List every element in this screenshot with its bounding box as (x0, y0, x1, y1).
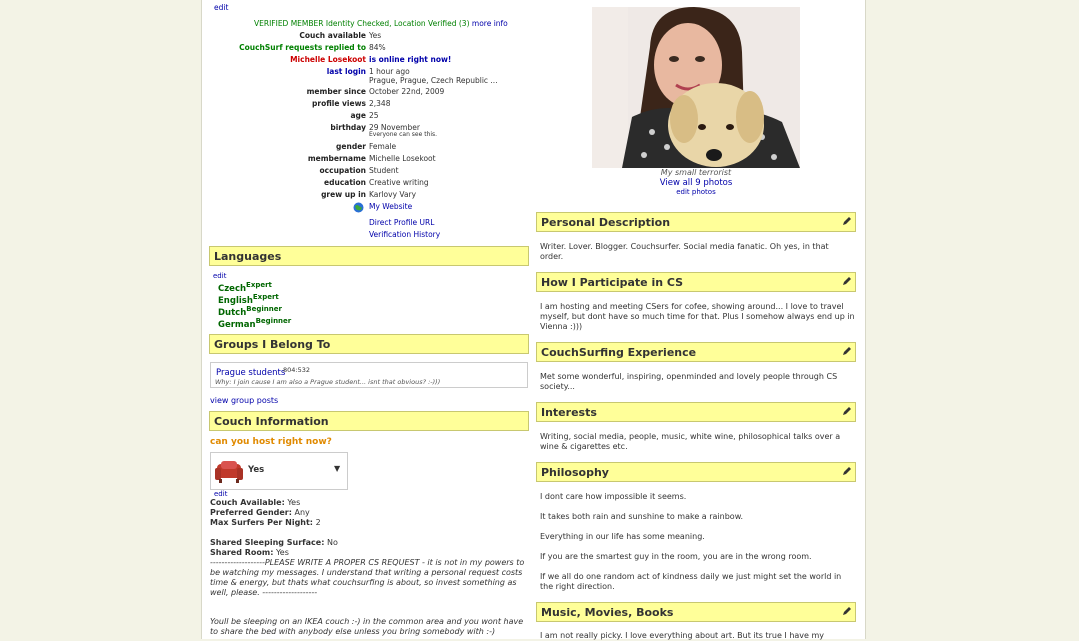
row-occupation (202, 166, 532, 178)
couch-request-text: -------------------PLEASE WRITE A PROPER CS REQUEST - it is not in my powers to be watching my messages. I understand that writing a personal request costs time & energy, but thats what couchsurfing is about, so invest something as well, please. ------------------- (210, 558, 525, 597)
couch-info-title: Couch Information (214, 415, 329, 428)
more-info-link[interactable]: more info (471, 19, 508, 28)
philosophy-line: If you are the smartest guy in the room, you are in the wrong room. (540, 552, 812, 561)
group-count: 804:532 (283, 366, 311, 374)
philosophy-header (536, 462, 856, 482)
couch-available-value: Yes (287, 498, 301, 507)
max-surfers-value: 2 (315, 518, 321, 527)
host-status-value: Yes (248, 465, 265, 475)
pencil-icon[interactable] (842, 606, 852, 616)
row-birthday (202, 123, 532, 141)
row-requests-replied (202, 43, 532, 55)
music-movies-books-title: Music, Movies, Books (541, 606, 674, 619)
direct-profile-url-link[interactable]: Direct Profile URL (369, 218, 435, 227)
verified-text: VERIFIED MEMBER Identity Checked, Location Verified (3) (254, 19, 470, 28)
shared-room-label: Shared Room: (210, 548, 274, 557)
value-education: Creative writing (369, 178, 429, 187)
view-group-posts-link[interactable]: view group posts (210, 396, 279, 405)
value-last-login-location: Prague, Prague, Czech Republic ... (369, 76, 498, 85)
profile-photo[interactable] (592, 7, 800, 168)
photo-caption: My small terrorist (660, 168, 732, 177)
row-last-login (202, 67, 532, 87)
shared-room-line (210, 548, 289, 558)
music-movies-books-text: I am not really picky. I love everything about art. But its true I have my (540, 631, 825, 640)
chevron-down-icon[interactable]: ▼ (334, 464, 341, 473)
my-website-link[interactable]: My Website (369, 202, 413, 211)
label-education: education (324, 178, 366, 187)
language-name: English (218, 295, 253, 306)
label-profile-views: profile views (312, 99, 366, 108)
host-question: can you host right now? (210, 437, 332, 447)
label-member-since: member since (306, 87, 366, 96)
label-requests-replied: CouchSurf requests replied to (239, 43, 366, 52)
label-occupation: occupation (319, 166, 366, 175)
edit-languages-link[interactable]: edit (213, 272, 227, 280)
cs-experience-title: CouchSurfing Experience (541, 346, 697, 359)
personal-description-header (536, 212, 856, 232)
shared-surface-line (210, 538, 338, 548)
label-age: age (350, 111, 366, 120)
row-online-status (202, 55, 532, 67)
language-level: Expert (252, 293, 279, 301)
preferred-gender-value: Any (294, 508, 310, 517)
interests-text: Writing, social media, people, music, white wine, philosophical talks over a wine & cigarettes etc. (540, 432, 841, 451)
row-profile-views (202, 99, 532, 111)
music-movies-books-header (536, 602, 856, 622)
languages-header (209, 246, 529, 266)
value-online-now: is online right now! (369, 55, 452, 64)
personal-description-title: Personal Description (541, 216, 671, 229)
row-age (202, 111, 532, 123)
value-couch-available: Yes (369, 31, 382, 40)
verified-member-line (254, 19, 508, 28)
globe-icon (353, 202, 364, 213)
row-member-since (202, 87, 532, 99)
participate-header (536, 272, 856, 292)
shared-room-value: Yes (275, 548, 289, 557)
participate-text: I am hosting and meeting CSers for cofee, showing around... I love to travel myself, but dont have so much time for that. Plus I somehow always end up in Vienna :))) (540, 302, 855, 331)
label-member-name-online: Michelle Losekoot (290, 55, 366, 64)
value-age: 25 (369, 111, 379, 120)
pencil-icon[interactable] (842, 346, 852, 356)
language-item (218, 305, 282, 318)
language-name: German (218, 319, 256, 330)
pencil-icon[interactable] (842, 466, 852, 476)
value-membername: Michelle Losekoot (369, 154, 436, 163)
row-couch-available (202, 31, 532, 43)
groups-title: Groups I Belong To (214, 338, 331, 351)
pencil-icon[interactable] (842, 406, 852, 416)
profile-photo-image (592, 7, 800, 168)
row-membername (202, 154, 532, 166)
couch-info-header (209, 411, 529, 431)
language-level: Beginner (246, 305, 282, 313)
language-item (218, 293, 279, 306)
value-occupation: Student (369, 166, 399, 175)
preferred-gender-line (210, 508, 310, 518)
host-status-select[interactable] (210, 452, 348, 490)
philosophy-line: I dont care how impossible it seems. (540, 492, 687, 501)
value-birthday-visibility: Everyone can see this. (369, 131, 438, 138)
language-item (218, 317, 291, 330)
verification-history-link[interactable]: Verification History (369, 230, 441, 239)
edit-couch-link[interactable]: edit (214, 490, 228, 498)
label-membername: membername (307, 154, 366, 163)
view-all-photos-link[interactable]: View all 9 photos (659, 178, 733, 188)
value-member-since: October 22nd, 2009 (369, 87, 445, 96)
participate-title: How I Participate in CS (541, 276, 684, 289)
max-surfers-line (210, 518, 321, 528)
language-level: Beginner (255, 317, 292, 325)
label-gender: gender (336, 142, 366, 151)
couch-ikea-text: Youll be sleeping on an IKEA couch :-) in the common area and you wont have to share the bed with anybody else unless you bring somebody with :-) (210, 617, 524, 636)
profile-page (201, 0, 866, 639)
couch-available-label: Couch Available: (210, 498, 285, 507)
label-last-login[interactable]: last login (326, 67, 366, 76)
label-couch-available: Couch available (299, 31, 366, 40)
preferred-gender-label: Preferred Gender: (210, 508, 292, 517)
shared-surface-label: Shared Sleeping Surface: (210, 538, 325, 547)
group-why: Why: I join cause I am also a Prague student... isnt that obvious? :-))) (215, 378, 441, 386)
language-level: Expert (246, 281, 272, 289)
group-item (210, 362, 528, 388)
language-item (218, 281, 272, 294)
groups-header (209, 334, 529, 354)
pencil-icon[interactable] (842, 276, 852, 286)
value-grew-up-in: Karlovy Vary (369, 190, 417, 199)
philosophy-line: If we all do one random act of kindness daily we just might set the world in the right direction. (540, 572, 842, 591)
language-name: Dutch (218, 307, 247, 318)
value-gender: Female (369, 142, 397, 151)
interests-header (536, 402, 856, 422)
cs-experience-header (536, 342, 856, 362)
cs-experience-text: Met some wonderful, inspiring, openminded and lovely people through CS society... (540, 372, 838, 391)
pencil-icon[interactable] (842, 216, 852, 226)
max-surfers-label: Max Surfers Per Night: (210, 518, 314, 527)
label-birthday: birthday (330, 123, 366, 132)
edit-photos-link[interactable]: edit photos (676, 188, 716, 196)
group-link[interactable]: Prague students (216, 368, 286, 378)
row-education (202, 178, 532, 190)
language-name: Czech (218, 283, 247, 294)
languages-title: Languages (214, 250, 282, 263)
philosophy-line: It takes both rain and sunshine to make a rainbow. (540, 512, 744, 521)
edit-profile-link[interactable]: edit (214, 3, 229, 12)
philosophy-title: Philosophy (541, 466, 609, 479)
label-grew-up-in: grew up in (321, 190, 366, 199)
value-profile-views: 2,348 (369, 99, 391, 108)
couch-available-line (210, 498, 300, 508)
row-gender (202, 142, 532, 154)
interests-title: Interests (541, 406, 597, 419)
value-birthday: 29 November (369, 123, 420, 132)
value-last-login: 1 hour ago (369, 67, 410, 76)
shared-surface-value: No (326, 538, 338, 547)
row-grew-up-in (202, 190, 532, 202)
personal-description-text: Writer. Lover. Blogger. Couchsurfer. Social media fanatic. Oh yes, in that order. (540, 242, 829, 261)
philosophy-line: Everything in our life has some meaning. (540, 532, 705, 541)
couch-icon (215, 458, 243, 484)
value-requests-replied: 84% (369, 43, 386, 52)
